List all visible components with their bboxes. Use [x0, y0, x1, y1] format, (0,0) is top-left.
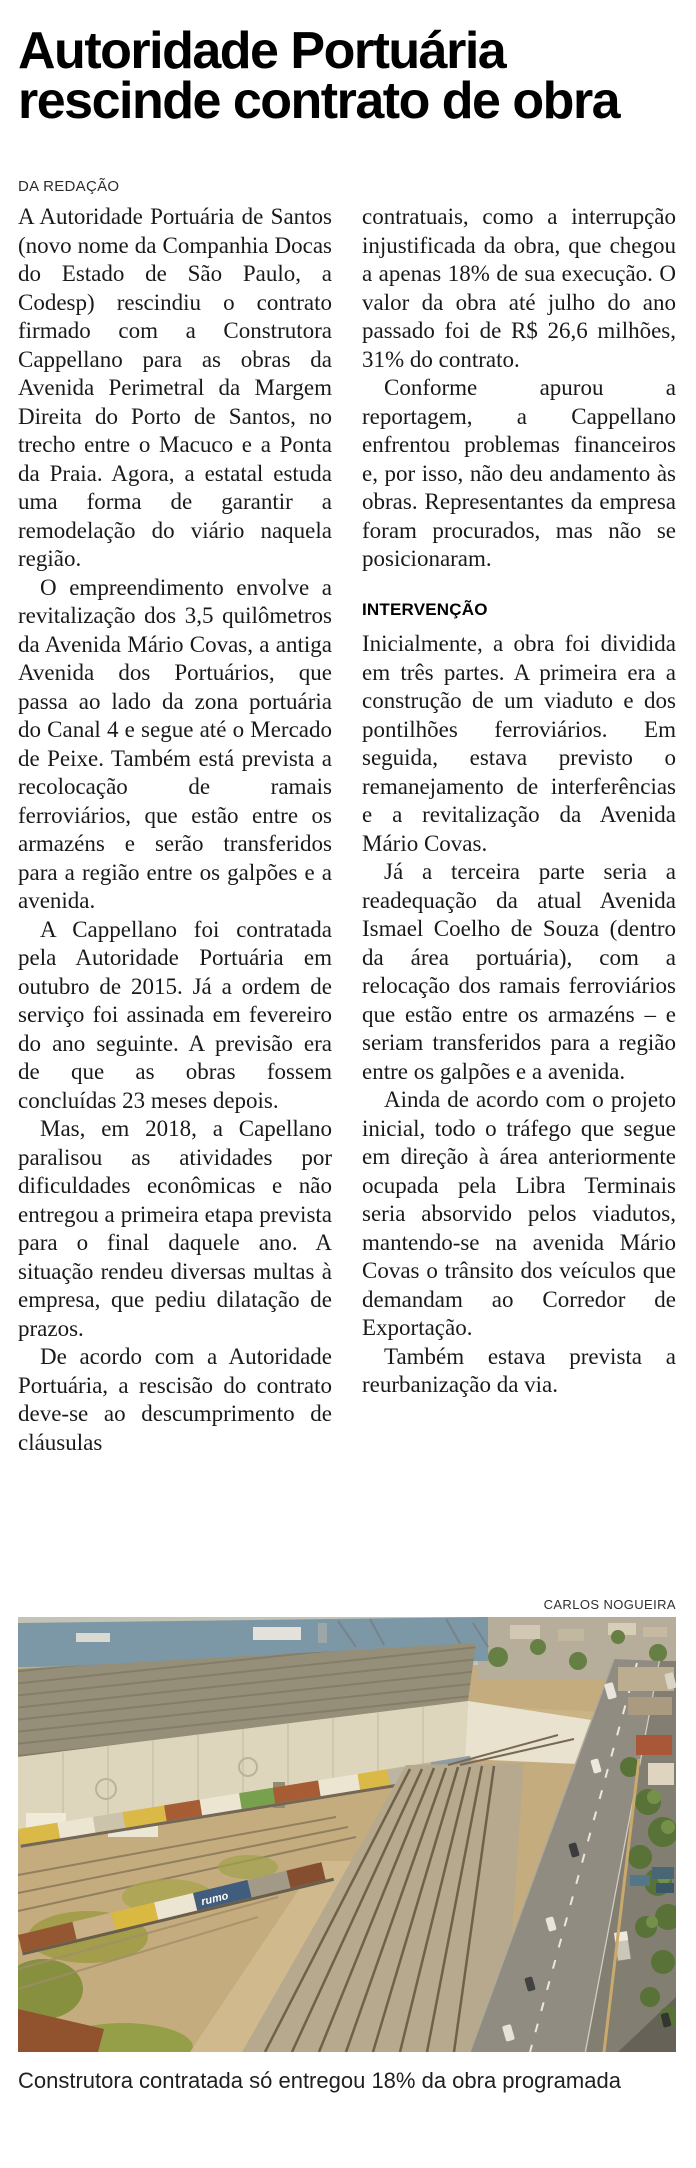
photo-caption: Construtora contratada só entregou 18% da obra programada	[18, 2068, 621, 2093]
article-paragraph: A Autoridade Portuária de Santos (novo nome da Companhia Docas do Estado de São Paulo, a Codesp) rescindiu o contrato firmado com a Construtora Cappellano para as obras da Avenida Perimetral da Margem Direita do Porto de Santos, no trecho entre o Macuco e a Ponta da Praia. Agora, a estatal estuda uma forma de garantir a remodelação do viário naquela região.	[18, 204, 332, 571]
article-paragraph: contratuais, como a interrupção injustificada da obra, que chegou a apenas 18% de sua execução. O valor da obra até julho do ano passado foi de R$ 26,6 milhões, 31% do contrato.	[362, 204, 676, 372]
article-body	[18, 203, 676, 1581]
article-column-left	[18, 203, 332, 1581]
article-byline: DA REDAÇÃO	[18, 178, 120, 195]
article-subheading: INTERVENÇÃO	[362, 599, 488, 619]
article-paragraph: Ainda de acordo com o projeto inicial, todo o tráfego que segue em direção à área anteriormente ocupada pela Libra Terminais seria absorvido pelos viadutos, mantendo-se na avenida Mário Covas o trânsito dos veículos que demandam ao Corredor de Exportação.	[362, 1087, 676, 1340]
article-column-right	[362, 203, 676, 1581]
article-paragraph: De acordo com a Autoridade Portuária, a rescisão do contrato deve-se ao descumprimento de cláusulas	[18, 1344, 332, 1455]
article-paragraph: Já a terceira parte seria a readequação da atual Avenida Ismael Coelho de Souza (dentro da área portuária), com a relocação dos ramais ferroviários que estão entre os armazéns – e seriam transferidos para a região entre os galpões e a avenida.	[362, 859, 676, 1084]
container-brand-text: rumo	[200, 1890, 230, 1909]
article-paragraph: Também estava prevista a reurbanização da via.	[362, 1343, 676, 1397]
photo-credit: CARLOS NOGUEIRA	[543, 1597, 676, 1612]
article-photo	[18, 1617, 676, 2052]
article-headline: Autoridade Portuária rescinde contrato de obra	[18, 22, 620, 130]
article-paragraph: A Cappellano foi contratada pela Autoridade Portuária em outubro de 2015. Já a ordem de serviço foi assinada em fevereiro do ano seguinte. A previsão era de que as obras fossem concluídas 23 meses depois.	[18, 916, 332, 1113]
article-paragraph: Inicialmente, a obra foi dividida em três partes. A primeira era a construção de um viaduto e dos pontilhões ferroviários. Em seguida, estava previsto o remanejamento de interferências e a revitalização da Avenida Mário Covas.	[362, 631, 676, 856]
article-paragraph: Conforme apurou a reportagem, a Cappellano enfrentou problemas financeiros e, por isso, não deu andamento às obras. Representantes da empresa foram procurados, mas não se posicionaram.	[362, 375, 676, 571]
article-paragraph: O empreendimento envolve a revitalização dos 3,5 quilômetros da Avenida Mário Covas, a antiga Avenida dos Portuários, que passa ao lado da zona portuária do Canal 4 e segue até o Mercado de Peixe. Também está prevista a recolocação de ramais ferroviários, que estão entre os armazéns e serão transferidos para a região entre os galpões e a avenida.	[18, 574, 332, 913]
aerial-photo-illustration	[18, 1617, 676, 2052]
article-paragraph: Mas, em 2018, a Capellano paralisou as atividades por dificuldades econômicas e não entregou a primeira etapa prevista para o final daquele ano. A situação rendeu diversas multas à empresa, que pediu dilatação de prazos.	[18, 1116, 332, 1341]
